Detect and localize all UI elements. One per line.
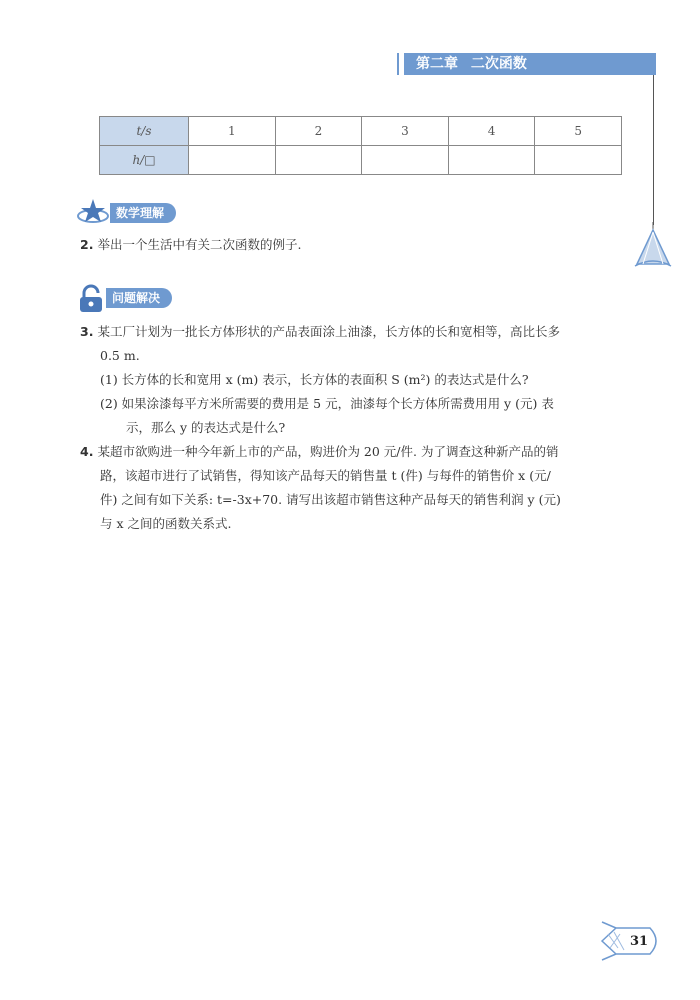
table-cell: 3 — [362, 117, 449, 146]
section-badge-problem-solving: 问题解决 — [106, 288, 172, 308]
table-cell — [362, 146, 449, 175]
star-orbit-icon — [76, 197, 110, 227]
section-badge-math-understanding: 数学理解 — [110, 203, 176, 223]
table-cell: 2 — [275, 117, 362, 146]
table-cell — [275, 146, 362, 175]
sub-question-2-line-1: (2) 如果涂漆每平方米所需要的费用是 5 元，油漆每个长方体所需费用用 y (元) 表 — [100, 396, 554, 411]
table-row — [100, 117, 622, 146]
question-text: 某工厂计划为一批长方体形状的产品表面涂上油漆，长方体的长和宽相等，高比长多 — [97, 324, 560, 339]
data-table — [99, 116, 622, 175]
table-header-cell: t/s — [100, 117, 189, 146]
table-cell — [448, 146, 535, 175]
question-text: 某超市欲购进一种今年新上市的产品，购进价为 20 元/件. 为了调查这种新产品的销 — [97, 444, 559, 459]
side-rule — [653, 75, 654, 225]
question-line: 路，该超市进行了试销售，得知该产品每天的销售量 t (件) 与每件的销售价 x (元/ — [100, 468, 551, 483]
question-line: 件) 之间有如下关系: t=-3x+70. 请写出该超市销售这种产品每天的销售利润 y (元) — [100, 492, 561, 507]
table-cell: 5 — [535, 117, 622, 146]
padlock-icon — [76, 284, 106, 314]
table-header-cell: h/□ — [100, 146, 189, 175]
table-cell: 4 — [448, 117, 535, 146]
chapter-number: 第二章 — [416, 56, 458, 72]
question-text: 举出一个生活中有关二次函数的例子. — [97, 237, 302, 252]
question-number: 4. — [80, 444, 94, 459]
question-line: 0.5 m. — [100, 348, 140, 363]
page-number: 31 — [630, 934, 649, 949]
header-divider — [397, 53, 399, 75]
table-cell — [535, 146, 622, 175]
compass-decoration-icon — [633, 222, 677, 272]
question-4 — [80, 442, 640, 534]
chapter-title: 二次函数 — [470, 56, 527, 72]
table-cell: 1 — [189, 117, 276, 146]
sub-question-2-line-2: 示，那么 y 的表达式是什么? — [126, 420, 286, 435]
sub-question-1: (1) 长方体的长和宽用 x (m) 表示，长方体的表面积 S (m²) 的表达式是什么? — [100, 372, 529, 387]
question-3 — [80, 322, 640, 438]
question-number: 2. — [80, 237, 94, 252]
table-cell — [189, 146, 276, 175]
chapter-header — [404, 53, 656, 75]
question-line — [80, 322, 640, 342]
table-row — [100, 146, 622, 175]
question-line — [80, 442, 640, 462]
question-number: 3. — [80, 324, 94, 339]
question-2 — [80, 235, 301, 255]
question-line: 与 x 之间的函数关系式. — [100, 516, 232, 531]
